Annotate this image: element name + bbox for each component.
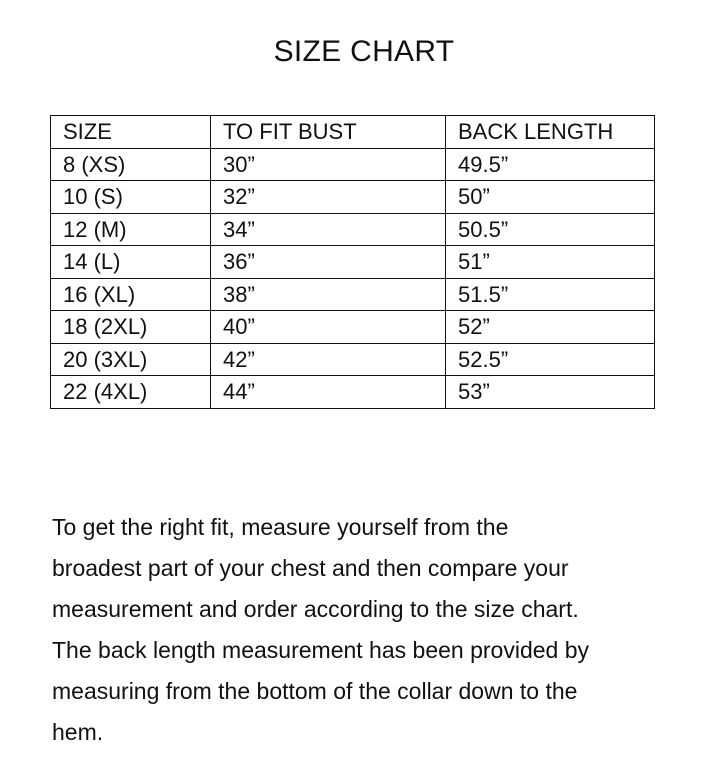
note-line: hem. bbox=[52, 719, 104, 745]
note-line: broadest part of your chest and then compare your bbox=[52, 555, 569, 581]
note-line: The back length measurement has been provided by bbox=[52, 637, 589, 663]
table-row bbox=[51, 376, 655, 409]
cell-bust: 38” bbox=[211, 278, 446, 311]
cell-back-length: 51.5” bbox=[446, 278, 655, 311]
table-row bbox=[51, 246, 655, 279]
header-to-fit-bust: TO FIT BUST bbox=[211, 116, 446, 149]
cell-back-length: 50” bbox=[446, 181, 655, 214]
note-line: To get the right fit, measure yourself from the bbox=[52, 514, 509, 540]
table-row bbox=[51, 343, 655, 376]
table-header-row bbox=[51, 116, 655, 149]
cell-size: 16 (XL) bbox=[51, 278, 211, 311]
cell-size: 20 (3XL) bbox=[51, 343, 211, 376]
page-title: SIZE CHART bbox=[273, 35, 455, 68]
header-size: SIZE bbox=[51, 116, 211, 149]
cell-size: 8 (XS) bbox=[51, 148, 211, 181]
cell-back-length: 51” bbox=[446, 246, 655, 279]
note-line: measurement and order according to the size chart. bbox=[52, 596, 579, 622]
cell-back-length: 49.5” bbox=[446, 148, 655, 181]
cell-size: 10 (S) bbox=[51, 181, 211, 214]
cell-bust: 32” bbox=[211, 181, 446, 214]
table-row bbox=[51, 181, 655, 214]
cell-bust: 30” bbox=[211, 148, 446, 181]
cell-size: 18 (2XL) bbox=[51, 311, 211, 344]
cell-bust: 36” bbox=[211, 246, 446, 279]
header-back-length: BACK LENGTH bbox=[446, 116, 655, 149]
note-line: measuring from the bottom of the collar down to the bbox=[52, 678, 578, 704]
fit-instructions bbox=[52, 507, 712, 753]
table-row bbox=[51, 148, 655, 181]
table-row bbox=[51, 213, 655, 246]
cell-back-length: 52.5” bbox=[446, 343, 655, 376]
table-row bbox=[51, 278, 655, 311]
cell-size: 14 (L) bbox=[51, 246, 211, 279]
table-row bbox=[51, 311, 655, 344]
size-chart-table bbox=[50, 115, 655, 409]
cell-bust: 42” bbox=[211, 343, 446, 376]
cell-bust: 44” bbox=[211, 376, 446, 409]
cell-size: 22 (4XL) bbox=[51, 376, 211, 409]
cell-bust: 40” bbox=[211, 311, 446, 344]
cell-back-length: 50.5” bbox=[446, 213, 655, 246]
cell-size: 12 (M) bbox=[51, 213, 211, 246]
cell-bust: 34” bbox=[211, 213, 446, 246]
cell-back-length: 53” bbox=[446, 376, 655, 409]
cell-back-length: 52” bbox=[446, 311, 655, 344]
